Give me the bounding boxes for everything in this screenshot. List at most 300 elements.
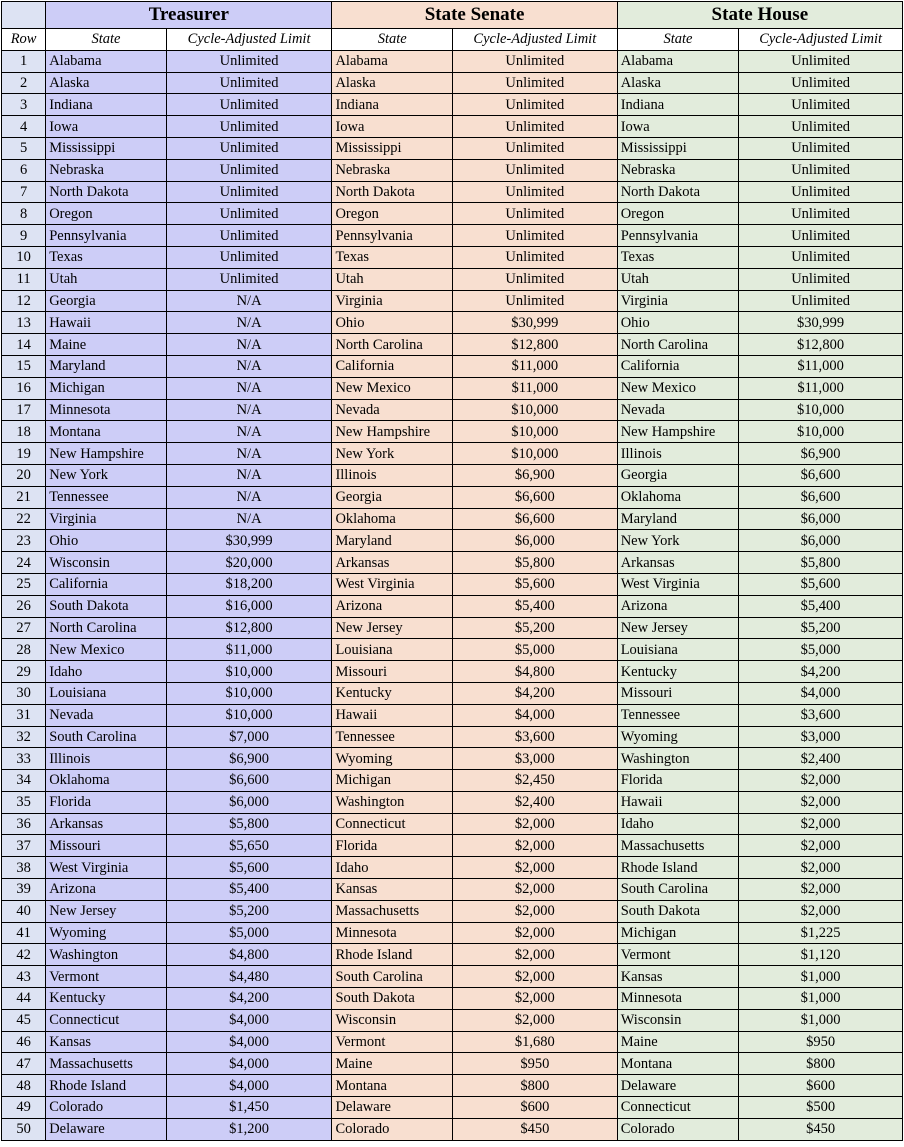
house-limit-cell: Unlimited bbox=[739, 116, 903, 138]
treasurer-state-cell: Oklahoma bbox=[46, 770, 167, 792]
house-state-cell: Ohio bbox=[617, 312, 739, 334]
row-number-cell: 47 bbox=[2, 1053, 46, 1075]
house-state-cell: Massachusetts bbox=[617, 835, 739, 857]
treasurer-limit-cell: $16,000 bbox=[166, 595, 332, 617]
house-limit-cell: $2,000 bbox=[739, 770, 903, 792]
senate-limit-cell: $10,000 bbox=[452, 421, 617, 443]
senate-limit-cell: $2,000 bbox=[452, 900, 617, 922]
house-limit-cell: Unlimited bbox=[739, 181, 903, 203]
house-limit-cell: $600 bbox=[739, 1075, 903, 1097]
senate-state-cell: Kansas bbox=[332, 879, 453, 901]
house-state-cell: Nebraska bbox=[617, 159, 739, 181]
row-number-cell: 29 bbox=[2, 661, 46, 683]
treasurer-limit-cell: Unlimited bbox=[166, 181, 332, 203]
senate-state-cell: Massachusetts bbox=[332, 900, 453, 922]
table-row bbox=[2, 464, 903, 486]
senate-limit-cell: Unlimited bbox=[452, 116, 617, 138]
row-number-cell: 14 bbox=[2, 334, 46, 356]
treasurer-limit-cell: N/A bbox=[166, 399, 332, 421]
group-header-row bbox=[2, 2, 903, 29]
house-state-cell: West Virginia bbox=[617, 573, 739, 595]
row-number-cell: 19 bbox=[2, 443, 46, 465]
house-state-cell: Idaho bbox=[617, 813, 739, 835]
treasurer-state-cell: Wyoming bbox=[46, 922, 167, 944]
house-state-cell: Missouri bbox=[617, 682, 739, 704]
house-limit-cell: $3,600 bbox=[739, 704, 903, 726]
house-state-cell: Colorado bbox=[617, 1118, 739, 1140]
row-number-cell: 49 bbox=[2, 1097, 46, 1119]
senate-state-cell: North Dakota bbox=[332, 181, 453, 203]
row-number-cell: 16 bbox=[2, 377, 46, 399]
row-number-cell: 15 bbox=[2, 355, 46, 377]
treasurer-state-cell: Pennsylvania bbox=[46, 225, 167, 247]
senate-limit-cell: $2,450 bbox=[452, 770, 617, 792]
senate-state-cell: Vermont bbox=[332, 1031, 453, 1053]
senate-state-cell: South Carolina bbox=[332, 966, 453, 988]
row-number-cell: 38 bbox=[2, 857, 46, 879]
senate-state-cell: Louisiana bbox=[332, 639, 453, 661]
house-state-cell: South Dakota bbox=[617, 900, 739, 922]
treasurer-limit-cell: $18,200 bbox=[166, 573, 332, 595]
table-row bbox=[2, 377, 903, 399]
house-state-cell: New Hampshire bbox=[617, 421, 739, 443]
senate-limit-cell: $2,000 bbox=[452, 922, 617, 944]
senate-limit-cell: $5,400 bbox=[452, 595, 617, 617]
senate-state-cell: New Hampshire bbox=[332, 421, 453, 443]
table-row bbox=[2, 159, 903, 181]
senate-limit-cell: $12,800 bbox=[452, 334, 617, 356]
senate-state-cell: Oklahoma bbox=[332, 508, 453, 530]
treasurer-state-cell: Wisconsin bbox=[46, 552, 167, 574]
senate-state-cell: Minnesota bbox=[332, 922, 453, 944]
treasurer-limit-cell: Unlimited bbox=[166, 225, 332, 247]
house-limit-cell: $6,000 bbox=[739, 530, 903, 552]
treasurer-state-cell: Nebraska bbox=[46, 159, 167, 181]
treasurer-limit-cell: Unlimited bbox=[166, 137, 332, 159]
house-state-cell: Maine bbox=[617, 1031, 739, 1053]
senate-limit-cell: $800 bbox=[452, 1075, 617, 1097]
treasurer-limit-cell: $10,000 bbox=[166, 704, 332, 726]
table-row bbox=[2, 835, 903, 857]
house-state-cell: Georgia bbox=[617, 464, 739, 486]
house-limit-cell: $10,000 bbox=[739, 421, 903, 443]
senate-state-cell: Utah bbox=[332, 268, 453, 290]
house-state-cell: Florida bbox=[617, 770, 739, 792]
house-limit-cell: $1,120 bbox=[739, 944, 903, 966]
treasurer-state-cell: Vermont bbox=[46, 966, 167, 988]
table-row bbox=[2, 94, 903, 116]
table-row bbox=[2, 857, 903, 879]
treasurer-limit-cell: $12,800 bbox=[166, 617, 332, 639]
senate-limit-cell: Unlimited bbox=[452, 137, 617, 159]
senate-limit-cell: Unlimited bbox=[452, 290, 617, 312]
senate-limit-cell: $1,680 bbox=[452, 1031, 617, 1053]
house-state-cell: Nevada bbox=[617, 399, 739, 421]
senate-limit-cell: Unlimited bbox=[452, 246, 617, 268]
senate-limit-cell: Unlimited bbox=[452, 181, 617, 203]
house-limit-cell: Unlimited bbox=[739, 50, 903, 72]
senate-state-cell: North Carolina bbox=[332, 334, 453, 356]
house-state-cell: Montana bbox=[617, 1053, 739, 1075]
treasurer-state-cell: Arizona bbox=[46, 879, 167, 901]
senate-state-header: State bbox=[332, 29, 453, 51]
senate-limit-cell: $5,600 bbox=[452, 573, 617, 595]
state-house-header: State House bbox=[617, 2, 902, 29]
row-number-cell: 46 bbox=[2, 1031, 46, 1053]
senate-state-cell: Florida bbox=[332, 835, 453, 857]
house-limit-cell: $4,000 bbox=[739, 682, 903, 704]
senate-limit-cell: $3,600 bbox=[452, 726, 617, 748]
house-state-cell: Alaska bbox=[617, 72, 739, 94]
treasurer-state-cell: Idaho bbox=[46, 661, 167, 683]
senate-limit-cell: $5,000 bbox=[452, 639, 617, 661]
table-row bbox=[2, 813, 903, 835]
treasurer-limit-cell: $4,200 bbox=[166, 988, 332, 1010]
table-row bbox=[2, 682, 903, 704]
table-row bbox=[2, 486, 903, 508]
senate-limit-cell: $11,000 bbox=[452, 377, 617, 399]
house-state-cell: Iowa bbox=[617, 116, 739, 138]
treasurer-limit-cell: Unlimited bbox=[166, 50, 332, 72]
table-row bbox=[2, 72, 903, 94]
house-state-cell: Virginia bbox=[617, 290, 739, 312]
senate-state-cell: West Virginia bbox=[332, 573, 453, 595]
row-number-cell: 21 bbox=[2, 486, 46, 508]
table-row bbox=[2, 704, 903, 726]
senate-state-cell: Tennessee bbox=[332, 726, 453, 748]
house-limit-cell: $800 bbox=[739, 1053, 903, 1075]
senate-state-cell: Illinois bbox=[332, 464, 453, 486]
house-limit-cell: Unlimited bbox=[739, 268, 903, 290]
row-number-cell: 2 bbox=[2, 72, 46, 94]
treasurer-state-cell: New Mexico bbox=[46, 639, 167, 661]
treasurer-limit-cell: N/A bbox=[166, 464, 332, 486]
senate-limit-cell: $2,000 bbox=[452, 966, 617, 988]
treasurer-state-cell: Oregon bbox=[46, 203, 167, 225]
treasurer-state-cell: New Hampshire bbox=[46, 443, 167, 465]
treasurer-state-cell: South Dakota bbox=[46, 595, 167, 617]
treasurer-state-cell: Utah bbox=[46, 268, 167, 290]
house-limit-cell: $1,000 bbox=[739, 1009, 903, 1031]
row-number-cell: 24 bbox=[2, 552, 46, 574]
treasurer-state-header: State bbox=[46, 29, 167, 51]
treasurer-state-cell: North Dakota bbox=[46, 181, 167, 203]
house-state-cell: Delaware bbox=[617, 1075, 739, 1097]
table-row bbox=[2, 1097, 903, 1119]
table-row bbox=[2, 1009, 903, 1031]
house-state-cell: Tennessee bbox=[617, 704, 739, 726]
house-limit-cell: $2,000 bbox=[739, 900, 903, 922]
table-row bbox=[2, 421, 903, 443]
house-state-cell: South Carolina bbox=[617, 879, 739, 901]
senate-state-cell: Washington bbox=[332, 791, 453, 813]
treasurer-state-cell: Alaska bbox=[46, 72, 167, 94]
senate-state-cell: Mississippi bbox=[332, 137, 453, 159]
row-number-cell: 5 bbox=[2, 137, 46, 159]
treasurer-state-cell: North Carolina bbox=[46, 617, 167, 639]
treasurer-state-cell: Maryland bbox=[46, 355, 167, 377]
table-row bbox=[2, 268, 903, 290]
senate-state-cell: Pennsylvania bbox=[332, 225, 453, 247]
house-limit-cell: $5,200 bbox=[739, 617, 903, 639]
treasurer-limit-cell: $11,000 bbox=[166, 639, 332, 661]
treasurer-state-cell: Montana bbox=[46, 421, 167, 443]
treasurer-state-cell: Tennessee bbox=[46, 486, 167, 508]
treasurer-state-cell: Georgia bbox=[46, 290, 167, 312]
senate-state-cell: Maine bbox=[332, 1053, 453, 1075]
house-limit-cell: $2,000 bbox=[739, 835, 903, 857]
house-limit-cell: $2,000 bbox=[739, 791, 903, 813]
table-row bbox=[2, 203, 903, 225]
house-limit-cell: Unlimited bbox=[739, 290, 903, 312]
row-number-cell: 31 bbox=[2, 704, 46, 726]
table-row bbox=[2, 966, 903, 988]
house-state-cell: Maryland bbox=[617, 508, 739, 530]
house-state-cell: New Mexico bbox=[617, 377, 739, 399]
senate-limit-cell: Unlimited bbox=[452, 94, 617, 116]
treasurer-state-cell: Alabama bbox=[46, 50, 167, 72]
house-limit-cell: $950 bbox=[739, 1031, 903, 1053]
house-state-cell: Pennsylvania bbox=[617, 225, 739, 247]
house-limit-cell: Unlimited bbox=[739, 246, 903, 268]
treasurer-limit-cell: $6,900 bbox=[166, 748, 332, 770]
row-number-cell: 9 bbox=[2, 225, 46, 247]
senate-limit-cell: $2,000 bbox=[452, 813, 617, 835]
treasurer-header: Treasurer bbox=[46, 2, 332, 29]
row-number-cell: 32 bbox=[2, 726, 46, 748]
row-number-cell: 33 bbox=[2, 748, 46, 770]
treasurer-limit-cell: $6,600 bbox=[166, 770, 332, 792]
table-row bbox=[2, 791, 903, 813]
senate-limit-cell: $4,000 bbox=[452, 704, 617, 726]
house-limit-cell: $11,000 bbox=[739, 355, 903, 377]
senate-state-cell: Colorado bbox=[332, 1118, 453, 1140]
house-limit-cell: $1,000 bbox=[739, 966, 903, 988]
treasurer-state-cell: Virginia bbox=[46, 508, 167, 530]
table-row bbox=[2, 1118, 903, 1140]
table-row bbox=[2, 988, 903, 1010]
row-number-cell: 25 bbox=[2, 573, 46, 595]
table-row bbox=[2, 595, 903, 617]
house-state-cell: Connecticut bbox=[617, 1097, 739, 1119]
table-row bbox=[2, 116, 903, 138]
senate-limit-cell: $10,000 bbox=[452, 443, 617, 465]
senate-limit-cell: Unlimited bbox=[452, 268, 617, 290]
house-state-cell: Hawaii bbox=[617, 791, 739, 813]
treasurer-state-cell: New Jersey bbox=[46, 900, 167, 922]
house-limit-cell: $10,000 bbox=[739, 399, 903, 421]
senate-limit-cell: $950 bbox=[452, 1053, 617, 1075]
senate-state-cell: Arizona bbox=[332, 595, 453, 617]
row-number-cell: 3 bbox=[2, 94, 46, 116]
treasurer-limit-cell: $4,000 bbox=[166, 1031, 332, 1053]
table-row bbox=[2, 879, 903, 901]
table-row bbox=[2, 922, 903, 944]
senate-limit-header: Cycle-Adjusted Limit bbox=[452, 29, 617, 51]
treasurer-limit-cell: $1,200 bbox=[166, 1118, 332, 1140]
row-number-cell: 28 bbox=[2, 639, 46, 661]
house-state-cell: North Dakota bbox=[617, 181, 739, 203]
table-body bbox=[2, 50, 903, 1140]
senate-state-cell: New Jersey bbox=[332, 617, 453, 639]
treasurer-state-cell: South Carolina bbox=[46, 726, 167, 748]
treasurer-state-cell: Michigan bbox=[46, 377, 167, 399]
house-state-cell: New York bbox=[617, 530, 739, 552]
senate-state-cell: Virginia bbox=[332, 290, 453, 312]
treasurer-state-cell: Florida bbox=[46, 791, 167, 813]
table-row bbox=[2, 225, 903, 247]
house-limit-cell: $5,400 bbox=[739, 595, 903, 617]
house-limit-cell: Unlimited bbox=[739, 137, 903, 159]
treasurer-state-cell: Iowa bbox=[46, 116, 167, 138]
senate-state-cell: Ohio bbox=[332, 312, 453, 334]
treasurer-state-cell: California bbox=[46, 573, 167, 595]
contribution-limits-table bbox=[1, 1, 903, 1141]
senate-limit-cell: $2,000 bbox=[452, 857, 617, 879]
treasurer-state-cell: Illinois bbox=[46, 748, 167, 770]
table-row bbox=[2, 181, 903, 203]
senate-limit-cell: $2,000 bbox=[452, 879, 617, 901]
column-header-row bbox=[2, 29, 903, 51]
house-state-cell: Texas bbox=[617, 246, 739, 268]
treasurer-limit-cell: $4,000 bbox=[166, 1009, 332, 1031]
treasurer-limit-cell: $5,000 bbox=[166, 922, 332, 944]
senate-limit-cell: $4,200 bbox=[452, 682, 617, 704]
house-limit-cell: $450 bbox=[739, 1118, 903, 1140]
row-number-cell: 11 bbox=[2, 268, 46, 290]
row-number-cell: 44 bbox=[2, 988, 46, 1010]
house-limit-cell: $6,600 bbox=[739, 464, 903, 486]
house-limit-cell: $2,400 bbox=[739, 748, 903, 770]
table-row bbox=[2, 639, 903, 661]
house-state-cell: Mississippi bbox=[617, 137, 739, 159]
senate-limit-cell: Unlimited bbox=[452, 159, 617, 181]
house-state-cell: Rhode Island bbox=[617, 857, 739, 879]
senate-state-cell: New Mexico bbox=[332, 377, 453, 399]
table-row bbox=[2, 355, 903, 377]
row-number-cell: 30 bbox=[2, 682, 46, 704]
treasurer-state-cell: Hawaii bbox=[46, 312, 167, 334]
senate-state-cell: Michigan bbox=[332, 770, 453, 792]
row-number-cell: 7 bbox=[2, 181, 46, 203]
table-row bbox=[2, 399, 903, 421]
treasurer-state-cell: Connecticut bbox=[46, 1009, 167, 1031]
table-row bbox=[2, 900, 903, 922]
house-limit-cell: $3,000 bbox=[739, 726, 903, 748]
row-number-cell: 36 bbox=[2, 813, 46, 835]
senate-limit-cell: $5,800 bbox=[452, 552, 617, 574]
row-number-cell: 8 bbox=[2, 203, 46, 225]
treasurer-limit-cell: $5,600 bbox=[166, 857, 332, 879]
treasurer-limit-cell: Unlimited bbox=[166, 268, 332, 290]
house-state-cell: New Jersey bbox=[617, 617, 739, 639]
treasurer-limit-cell: $5,200 bbox=[166, 900, 332, 922]
treasurer-limit-cell: Unlimited bbox=[166, 203, 332, 225]
row-number-cell: 27 bbox=[2, 617, 46, 639]
senate-state-cell: Delaware bbox=[332, 1097, 453, 1119]
row-number-cell: 12 bbox=[2, 290, 46, 312]
table-row bbox=[2, 137, 903, 159]
table-row bbox=[2, 661, 903, 683]
treasurer-state-cell: Mississippi bbox=[46, 137, 167, 159]
senate-state-cell: Iowa bbox=[332, 116, 453, 138]
table-row bbox=[2, 334, 903, 356]
row-number-cell: 10 bbox=[2, 246, 46, 268]
row-number-cell: 20 bbox=[2, 464, 46, 486]
row-number-cell: 40 bbox=[2, 900, 46, 922]
house-state-cell: Kansas bbox=[617, 966, 739, 988]
table-row bbox=[2, 290, 903, 312]
treasurer-state-cell: Delaware bbox=[46, 1118, 167, 1140]
house-limit-header: Cycle-Adjusted Limit bbox=[739, 29, 903, 51]
senate-state-cell: Wisconsin bbox=[332, 1009, 453, 1031]
row-number-cell: 50 bbox=[2, 1118, 46, 1140]
house-state-cell: California bbox=[617, 355, 739, 377]
senate-limit-cell: $6,000 bbox=[452, 530, 617, 552]
table-row bbox=[2, 530, 903, 552]
treasurer-limit-cell: $7,000 bbox=[166, 726, 332, 748]
treasurer-limit-cell: $1,450 bbox=[166, 1097, 332, 1119]
row-number-cell: 6 bbox=[2, 159, 46, 181]
row-number-cell: 4 bbox=[2, 116, 46, 138]
row-number-cell: 41 bbox=[2, 922, 46, 944]
house-state-cell: Vermont bbox=[617, 944, 739, 966]
treasurer-limit-cell: Unlimited bbox=[166, 159, 332, 181]
treasurer-limit-cell: Unlimited bbox=[166, 94, 332, 116]
house-limit-cell: $5,000 bbox=[739, 639, 903, 661]
treasurer-state-cell: Massachusetts bbox=[46, 1053, 167, 1075]
senate-limit-cell: Unlimited bbox=[452, 72, 617, 94]
row-number-cell: 37 bbox=[2, 835, 46, 857]
house-limit-cell: Unlimited bbox=[739, 203, 903, 225]
row-number-cell: 45 bbox=[2, 1009, 46, 1031]
senate-state-cell: New York bbox=[332, 443, 453, 465]
house-state-cell: Arizona bbox=[617, 595, 739, 617]
treasurer-state-cell: Arkansas bbox=[46, 813, 167, 835]
house-limit-cell: Unlimited bbox=[739, 159, 903, 181]
treasurer-limit-cell: N/A bbox=[166, 486, 332, 508]
treasurer-state-cell: Indiana bbox=[46, 94, 167, 116]
treasurer-limit-cell: N/A bbox=[166, 334, 332, 356]
row-number-cell: 39 bbox=[2, 879, 46, 901]
house-limit-cell: Unlimited bbox=[739, 94, 903, 116]
senate-limit-cell: $3,000 bbox=[452, 748, 617, 770]
house-state-cell: Arkansas bbox=[617, 552, 739, 574]
treasurer-limit-cell: $20,000 bbox=[166, 552, 332, 574]
senate-state-cell: Arkansas bbox=[332, 552, 453, 574]
house-state-cell: Alabama bbox=[617, 50, 739, 72]
treasurer-state-cell: Colorado bbox=[46, 1097, 167, 1119]
treasurer-limit-cell: $5,800 bbox=[166, 813, 332, 835]
table-row bbox=[2, 1053, 903, 1075]
table-row bbox=[2, 617, 903, 639]
senate-state-cell: Oregon bbox=[332, 203, 453, 225]
house-limit-cell: $1,000 bbox=[739, 988, 903, 1010]
treasurer-limit-cell: $4,800 bbox=[166, 944, 332, 966]
senate-state-cell: Hawaii bbox=[332, 704, 453, 726]
treasurer-limit-cell: Unlimited bbox=[166, 246, 332, 268]
senate-state-cell: Texas bbox=[332, 246, 453, 268]
treasurer-limit-cell: $30,999 bbox=[166, 530, 332, 552]
treasurer-state-cell: Kansas bbox=[46, 1031, 167, 1053]
treasurer-state-cell: Texas bbox=[46, 246, 167, 268]
treasurer-limit-cell: N/A bbox=[166, 355, 332, 377]
house-state-cell: Kentucky bbox=[617, 661, 739, 683]
treasurer-limit-header: Cycle-Adjusted Limit bbox=[166, 29, 332, 51]
senate-limit-cell: $450 bbox=[452, 1118, 617, 1140]
treasurer-limit-cell: N/A bbox=[166, 421, 332, 443]
house-state-cell: Illinois bbox=[617, 443, 739, 465]
